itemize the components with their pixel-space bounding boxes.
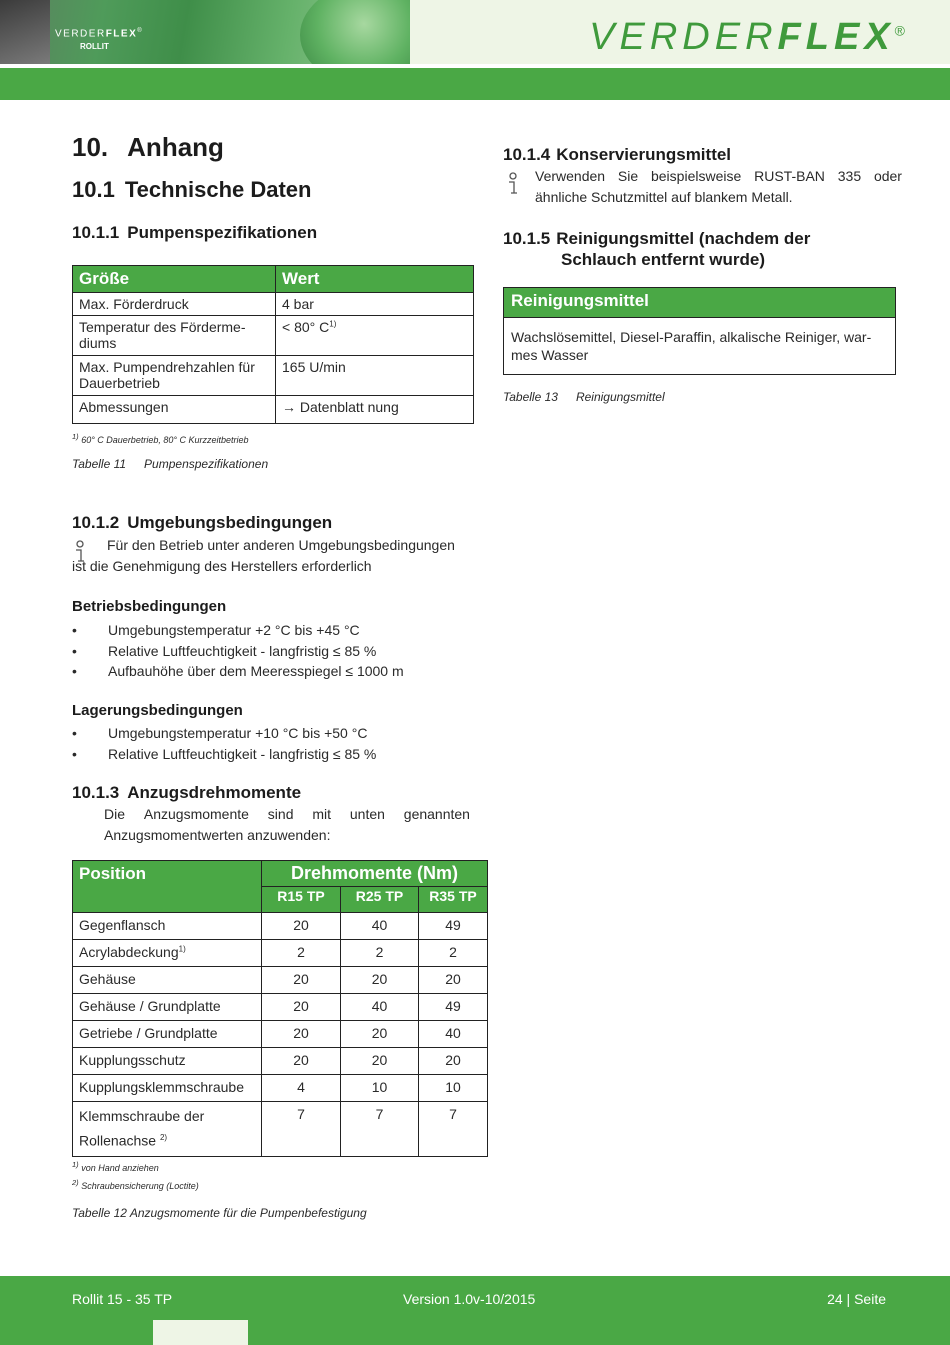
col-header-torque: Drehmomente (Nm) — [262, 861, 488, 887]
torque-table — [72, 860, 488, 1157]
header-photo — [0, 0, 410, 64]
list-item: • Umgebungstemperatur +2 °C bis +45 °C — [72, 622, 360, 638]
table-caption: Tabelle 13 Reinigungsmittel — [503, 390, 665, 404]
list-item: • Relative Luftfeuchtigkeit - langfristig ≤ 85 % — [72, 745, 377, 762]
table-row: Kupplungsklemmschraube 4 10 10 — [73, 1075, 488, 1102]
info-text-line1: Für den Betrieb unter anderen Umgebungsbedingungen — [107, 537, 455, 553]
table-caption: Tabelle 11 Pumpenspezifikationen — [72, 457, 269, 471]
heading-10-1-4: 10.1.4 Konservierungsmittel — [503, 145, 732, 164]
cleaning-agents-table — [503, 287, 896, 375]
col-header-size: Größe — [73, 266, 276, 293]
footer-bar — [0, 1276, 950, 1345]
table-row: Kupplungsschutz 20 20 20 — [73, 1048, 488, 1075]
conservation-text-line1: Verwenden Sie beispielsweise RUST-BAN 335 oder — [535, 168, 902, 184]
table-caption: Tabelle 12 Anzugsmomente für die Pumpenbefestigung — [72, 1206, 367, 1220]
footer-page-number: 24 | Seite — [827, 1291, 886, 1307]
photo-shadow — [0, 0, 50, 64]
heading-10-1-2: 10.1.2 Umgebungsbedingungen — [72, 513, 333, 532]
info-icon — [506, 172, 520, 196]
footer-version: Version 1.0v-10/2015 — [403, 1291, 536, 1307]
subsection-heading: 10.1 Technische Daten — [72, 177, 312, 202]
list-item: • Umgebungstemperatur +10 °C bis +50 °C — [72, 725, 368, 741]
table-row: Gegenflansch 20 40 49 — [73, 913, 488, 940]
storage-conditions-heading: Lagerungsbedingungen — [72, 702, 243, 719]
arrow-right-icon: → — [282, 399, 296, 415]
col-header-value: Wert — [276, 266, 474, 293]
table-row: Max. Pumpendrehzahlen für Dauerbetrieb 165 U/min — [73, 356, 474, 396]
col-header-r25: R25 TP — [341, 887, 419, 913]
footer-tab — [153, 1320, 248, 1345]
heading-10-1-1: 10.1.1 Pumpenspezifikationen — [72, 223, 318, 242]
info-text-line2: ist die Genehmigung des Herstellers erforderlich — [72, 558, 372, 574]
footnote: $^{2)}$ Schraubensicherung (Loctite) — [72, 1178, 199, 1191]
photo-product: ROLLIT — [80, 42, 109, 51]
storage-conditions-list — [72, 723, 376, 764]
table-row: Gehäuse 20 20 20 — [73, 967, 488, 994]
section-heading: 10. Anhang — [72, 132, 224, 162]
table-row: Wachslösemittel, Diesel-Paraffin, alkalische Reiniger, war- mes Wasser — [504, 318, 896, 375]
col-header-position: Position — [73, 861, 262, 913]
footer-product: Rollit 15 - 35 TP — [72, 1291, 173, 1307]
pump-spec-table — [72, 265, 474, 424]
header-band — [0, 68, 950, 100]
table-row: Temperatur des Förderme- diums < 80° $C^{1)}$ — [73, 316, 474, 356]
operating-conditions-heading: Betriebsbedingungen — [72, 598, 227, 615]
col-header-r35: R35 TP — [419, 887, 488, 913]
footnote: $^{1)}$ von Hand anziehen — [72, 1160, 159, 1173]
list-item: • Aufbauhöhe über dem Meeresspiegel ≤ 1000 m — [72, 663, 404, 679]
heading-10-1-5: 10.1.5 Reinigungsmittel (nachdem der Schlauch entfernt wurde) — [503, 229, 811, 269]
table-row: Getriebe / Grundplatte 20 20 40 — [73, 1021, 488, 1048]
table-row: Klemmschraube der Rollenachse $^{2)}$ 7 7 7 — [73, 1102, 488, 1157]
table-row: Gehäuse / Grundplatte 20 40 49 — [73, 994, 488, 1021]
torque-intro-line1: Die Anzugsmomente sind mit unten genannten — [104, 806, 470, 822]
footnote: $^{1)}$ 60° C Dauerbetrieb, 80° C Kurzzeitbetrieb — [72, 432, 249, 445]
heading-10-1-3: 10.1.3 Anzugsdrehmomente — [72, 783, 302, 802]
verderflex-logo: VERDERFLEX® — [589, 16, 910, 58]
pump-rim — [300, 0, 410, 64]
torque-intro-line2: Anzugsmomentwerten anzuwenden: — [104, 827, 331, 843]
col-header-r15: R15 TP — [262, 887, 341, 913]
table-row: Max. Förderdruck 4 bar — [73, 293, 474, 316]
table-row: Abmessungen → Datenblatt nung — [73, 396, 474, 424]
col-header-cleaning: Reinigungsmittel — [504, 288, 896, 318]
table-row: Acrylabdeckung$^{1)}$ 2 2 2 — [73, 940, 488, 967]
list-item: • Relative Luftfeuchtigkeit - langfristig ≤ 85 % — [72, 642, 377, 659]
operating-conditions-list — [72, 620, 404, 682]
conservation-text-line2: ähnliche Schutzmittel auf blankem Metall. — [535, 189, 793, 205]
photo-brand: VERDERFLEX® — [55, 28, 144, 40]
